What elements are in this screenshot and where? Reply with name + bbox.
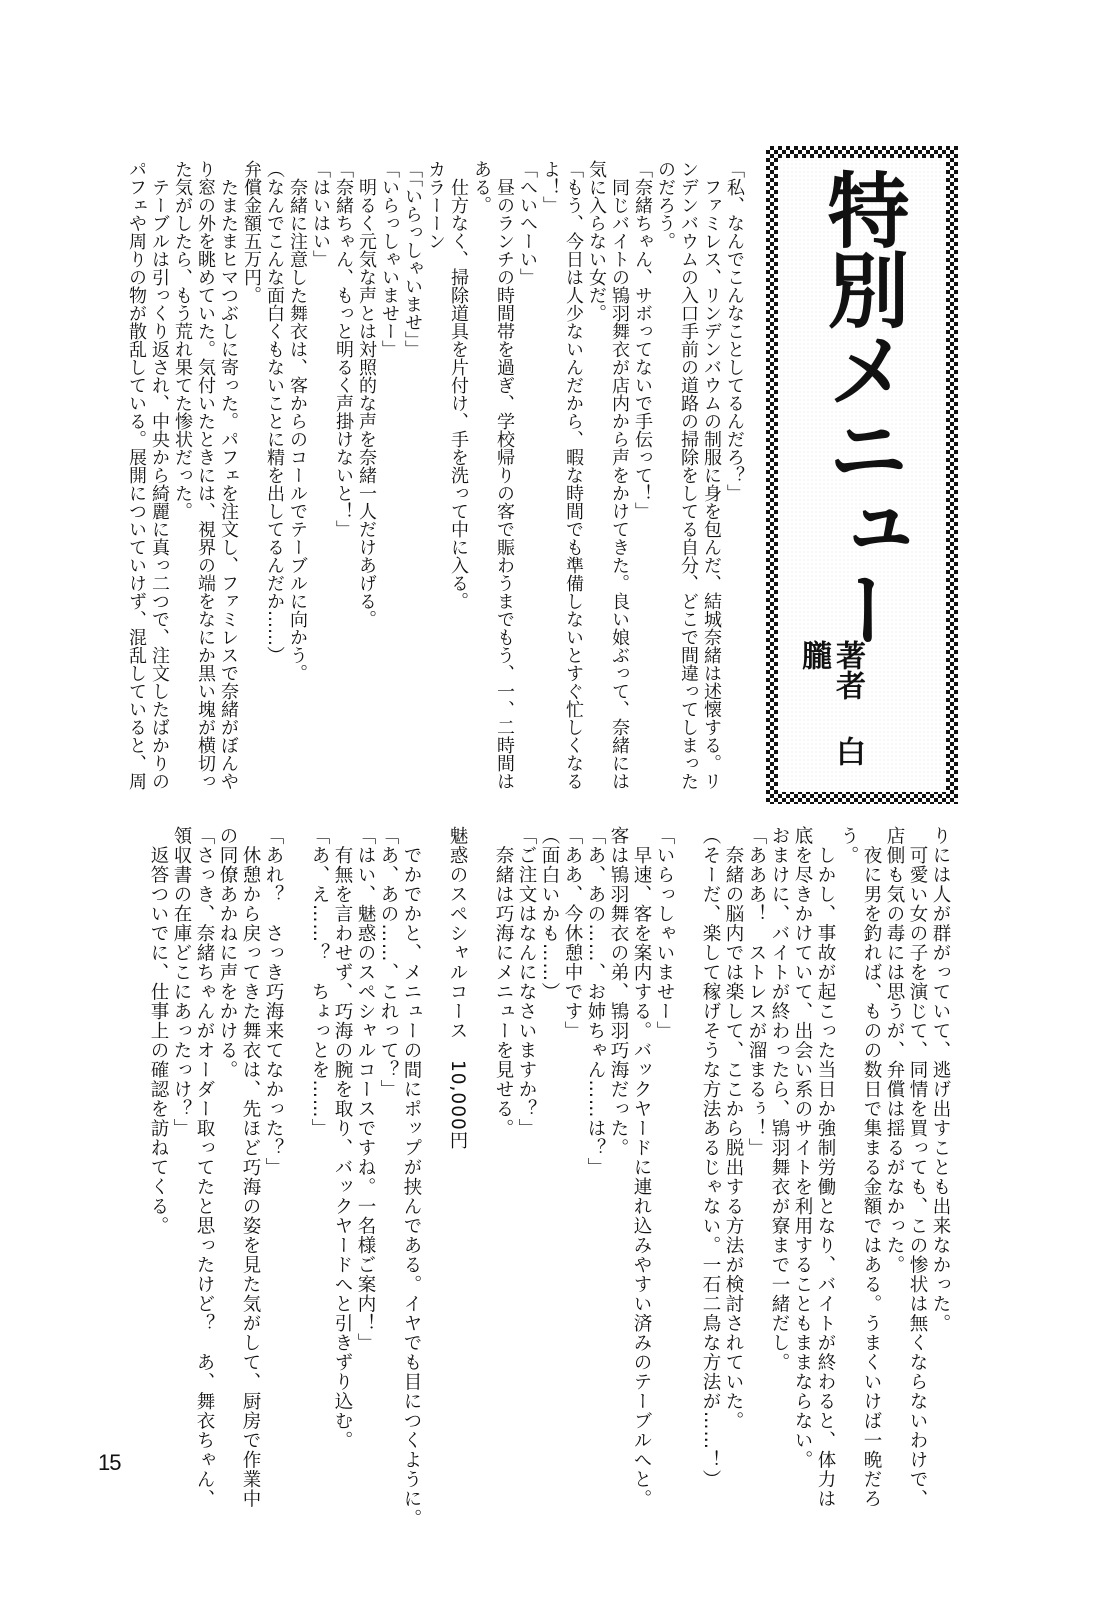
text-line: 底を尽きかけていて、出会い系のサイトを利用することもままならない。 [792, 826, 813, 1470]
text-line: 「奈緒ちゃん、もっと明るく声掛けないと！」 [333, 160, 354, 538]
text-line: 早速、客を案内する。バックヤードに連れ込みやすい済みのテーブルへと。 [631, 826, 652, 1509]
text-line: 仕方なく、掃除道具を片付け、手を洗って中に入る。 [448, 160, 469, 610]
text-line: 「さっき、奈緒ちゃんがオーダー取ってたと思ったけど？ あ、舞衣ちゃん、 [194, 826, 215, 1509]
text-line: （面白いかも……） [539, 826, 560, 1002]
author-name: 白朧 [796, 640, 865, 766]
text-line: 「あ、あの……、これって？」 [378, 826, 399, 1099]
text-line: 「いらっしゃいませー」 [654, 826, 675, 1041]
text-line: 夜に男を釣れば、ものの数日で集まる金額ではある。うまくいけば一晩だろ [861, 826, 882, 1509]
text-line: 返答ついでに、仕事上の確認を訪ねてくる。 [148, 826, 169, 1236]
text-line [285, 826, 308, 1546]
text-line: 「はいはい」 [310, 160, 331, 268]
text-line: う。 [838, 826, 859, 865]
text-line: 可愛い女の子を演じて、同情を買っても、この惨状は無くならないわけで、 [907, 826, 928, 1509]
text-line [676, 826, 699, 1546]
text-line: 明るく元気な声とは対照的な声を奈緒一人だけあげる。 [356, 160, 377, 628]
text-line: 「あああ！ ストレスが溜まるぅ！」 [746, 826, 767, 1158]
text-line: ファミレス、リンデンバウムの制服に身を包んだ、結城奈緒は述懐する。リ [701, 160, 722, 790]
text-line: 「へいへーい」 [517, 160, 538, 286]
text-line: 弁償金額五万円。 [241, 160, 262, 304]
text-line: しかし、事故が起こった当日か強制労働となり、バイトが終わると、体力は [815, 826, 836, 1509]
text-line: ンデンバウムの入口手前の道路の掃除をしてる自分、どこで間違ってしまった [678, 160, 699, 790]
text-line: りには人が群がっていて、逃げ出すことも出来なかった。 [930, 826, 951, 1333]
text-line: （なんでこんな面白くもないことに精を出してるんだか……） [264, 160, 285, 664]
title-box [766, 146, 958, 804]
upper-text-block [125, 160, 746, 820]
text-line: ある。 [471, 160, 492, 214]
text-line: 「私、なんでこんなことしてるんだろ？」 [724, 160, 745, 502]
text-line: 昼のランチの時間帯を過ぎ、学校帰りの客で賑わうまでもう、一、二時間は [494, 160, 515, 790]
text-line: 「あれ？ さっき巧海来てなかった？」 [263, 826, 284, 1177]
text-line: テーブルは引っくり返され、中央から綺麗に真っ二つで、注文したばかりの [149, 160, 170, 790]
text-line: 奈緒の脳内では楽して、ここから脱出する方法が検討されていた。 [723, 826, 744, 1431]
text-line: り窓の外を眺めていた。気付いたときには、視界の端をなにか黒い塊が横切っ [195, 160, 216, 790]
text-line: 店側も気の毒には思うが、弁償は揺るがなかった。 [884, 826, 905, 1275]
text-line: の同僚あかねに声をかける。 [217, 826, 238, 1080]
text-line: カラーーン [425, 160, 446, 250]
text-line: 領収書の在庫どこにあったっけ？」 [171, 826, 192, 1138]
text-line: 客は鴇羽舞衣の弟、鴇羽巧海だった。 [608, 826, 629, 1158]
story-title: 特別メニュー [814, 168, 909, 648]
text-line: 「あ、え……？ ちょっとを……」 [309, 826, 330, 1138]
text-line: 「あ、あの……、お姉ちゃん……は？」 [585, 826, 606, 1177]
page-number: 15 [98, 1450, 121, 1475]
text-line: 同じバイトの鴇羽舞衣が店内から声をかけてきた。良い娘ぶって、奈緒には [609, 160, 630, 790]
text-line: 「ああ、今休憩中です」 [562, 826, 583, 1041]
text-line: 気に入らない女だ。 [586, 160, 607, 322]
text-line: 「もう、今日は人少ないんだから、暇な時間でも準備しないとすぐ忙しくなる [563, 160, 584, 790]
text-line [469, 826, 492, 1546]
text-line: 有無を言わせず、巧海の腕を取り、バックヤードへと引きずり込む。 [332, 826, 353, 1450]
text-line: たまたまヒマつぶしに寄った。パフェを注文し、ファミレスで奈緒がぼんや [218, 160, 239, 790]
lower-text-block [147, 826, 952, 1546]
text-line: よ！」 [540, 160, 561, 214]
text-line: 魅惑のスペシャルコース 10,000円 [447, 826, 468, 1151]
text-line: のだろう。 [655, 160, 676, 250]
text-line: 「いらっしゃいませー」 [379, 160, 400, 358]
text-line: 「「いらっしゃいませ」」 [402, 160, 423, 358]
text-line: 休憩から戻ってきた舞衣は、先ほど巧海の姿を見た気がして、厨房で作業中 [240, 826, 261, 1509]
text-line: 「ご注文はなんになさいますか？」 [516, 826, 537, 1138]
text-line: 「奈緒ちゃん、サボってないで手伝って！」 [632, 160, 653, 520]
text-line: パフェや周りの物が散乱している。展開についていけず、混乱していると、周 [126, 160, 147, 790]
text-line: 奈緒に注意した舞衣は、客からのコールでテーブルに向かう。 [287, 160, 308, 682]
text-line: （そーだ、楽して稼げそうな方法あるじゃない。一石二鳥な方法が……！） [700, 826, 721, 1489]
author-label: 著者 [830, 640, 865, 700]
text-line [423, 826, 446, 1546]
text-line: でかでかと、メニューの間にポップが挟んである。イヤでも目につくように。 [401, 826, 422, 1528]
text-line: た気がしたら、もう荒れ果てた惨状だった。 [172, 160, 193, 520]
text-line: 「はい、魅惑のスペシャルコースですね。一名様ご案内！」 [355, 826, 376, 1353]
text-line: 奈緒は巧海にメニューを見せる。 [493, 826, 514, 1138]
title-box-inner [778, 158, 946, 792]
text-line: おまけに、バイトが終わったら、鴇羽舞衣が寮まで一緒だし。 [769, 826, 790, 1372]
byline [796, 640, 864, 792]
